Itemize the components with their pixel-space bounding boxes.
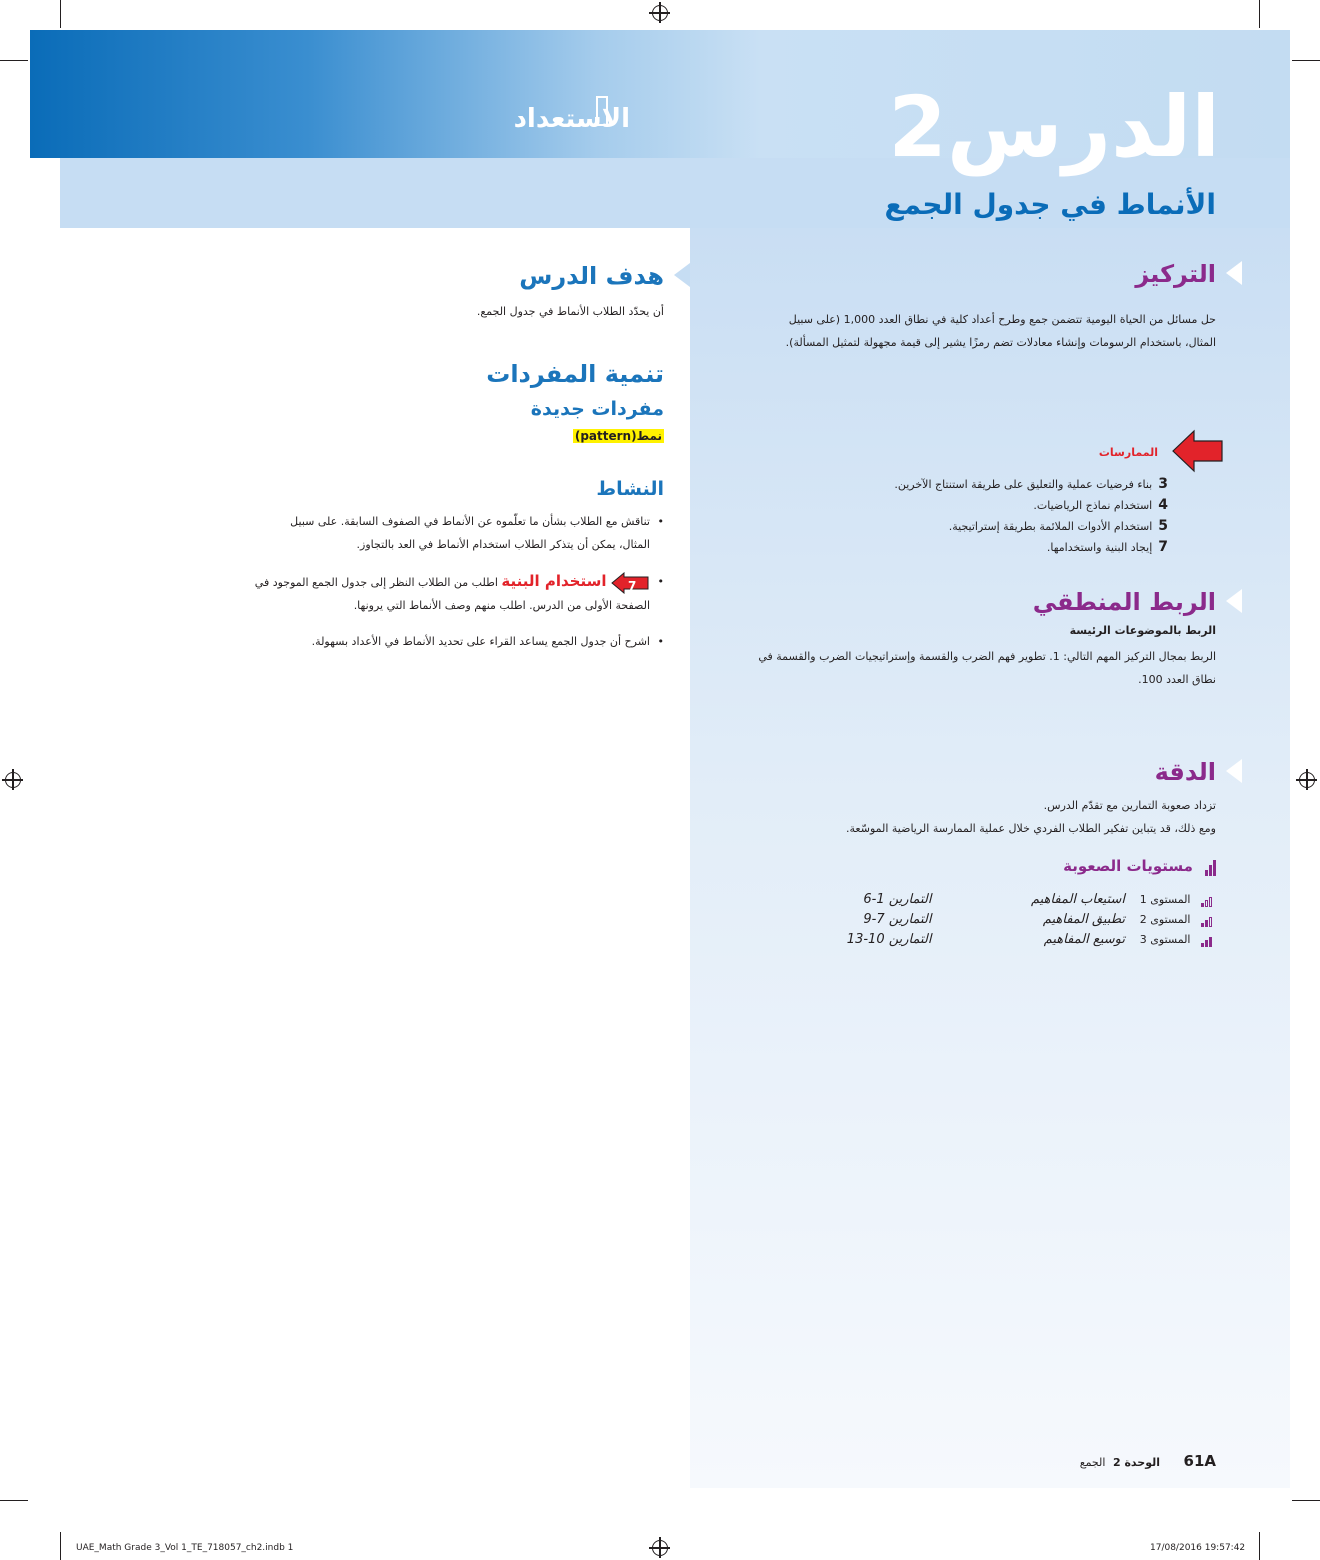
focus-title: التركيز (1135, 260, 1216, 288)
level-name: توسيع المفاهيم (1043, 932, 1125, 947)
coherence-title: الربط المنطقي (1032, 588, 1216, 616)
prep-box-icon (596, 96, 608, 126)
practices-title: الممارسات (1098, 446, 1158, 459)
registration-mark-icon (1299, 772, 1315, 788)
registration-mark-icon (5, 772, 21, 788)
level-row (732, 892, 1212, 907)
level-2-bars-icon (1200, 914, 1212, 927)
crop-mark (0, 60, 28, 61)
rigor-title: الدقة (1154, 758, 1216, 786)
level-label: المستوى 2 (1139, 913, 1191, 926)
lesson-subtitle: الأنماط في جدول الجمع (884, 188, 1216, 221)
practice-item-text: استخدام نماذج الرياضيات. (1033, 499, 1153, 512)
level-exercises: التمارين 7-9 (863, 912, 932, 927)
folio (1080, 1452, 1216, 1470)
coherence-text (716, 645, 1216, 691)
new-vocab-title: مفردات جديدة (530, 398, 664, 420)
unit-label: الوحدة 2 (1112, 1456, 1161, 1469)
crop-mark (1292, 60, 1320, 61)
practice-item-text: إيجاد البنية واستخدامها. (1046, 541, 1153, 554)
page-number: 61A (1183, 1452, 1216, 1470)
lesson-title: الدرس2 (888, 78, 1220, 176)
triangle-marker-icon (1226, 261, 1242, 285)
registration-mark-icon (652, 1540, 668, 1556)
activity-title: النشاط (596, 478, 664, 500)
level-exercises: التمارين 10-13 (846, 932, 932, 947)
registration-mark-icon (652, 5, 668, 21)
bullet-1-line-1: تناقش مع الطلاب بشأن ما تعلّموه عن الأنماط في الصفوف السابقة. على سبيل (290, 515, 650, 528)
practice-item-number: 7 (1158, 539, 1168, 555)
practices-list (728, 474, 1168, 558)
bullet-3: • اشرح أن جدول الجمع يساعد القراء على تحديد الأنماط في الأعداد بسهولة. (184, 630, 664, 653)
triangle-marker-icon (1226, 589, 1242, 613)
focus-line-2: المثال، باستخدام الرسومات وإنشاء معادلات تضم رمزًا يشير إلى قيمة مجهولة لتمثيل المسألة). (785, 336, 1216, 349)
practice-item-text: استخدام الأدوات الملائمة بطريقة إستراتيجية. (948, 520, 1153, 533)
objective-title: هدف الدرس (519, 262, 664, 290)
red-arrow-icon (1170, 428, 1226, 474)
practice-item-number: 3 (1158, 476, 1168, 492)
rigor-line-1: تزداد صعوبة التمارين مع تقدّم الدرس. (1043, 799, 1216, 812)
prep-label: الاستعداد (513, 104, 630, 134)
level-label: المستوى 3 (1139, 933, 1191, 946)
practice-item (728, 474, 1168, 495)
bullet-2-line-1: اطلب من الطلاب النظر إلى جدول الجمع الموجود في (254, 576, 498, 589)
slug-file: UAE_Math Grade 3_Vol 1_TE_718057_ch2.indb 1 (76, 1543, 294, 1553)
vocab-title: تنمية المفردات (486, 360, 664, 388)
practice-badge (610, 572, 650, 594)
focus-line-1: حل مسائل من الحياة اليومية تتضمن جمع وطرح أعداد كلية في نطاق العدد 1,000 (على سبيل (788, 313, 1216, 326)
bullet-1-line-2: المثال، يمكن أن يتذكر الطلاب استخدام الأنماط في العد بالتجاوز. (356, 538, 650, 551)
practice-number: 7 (628, 579, 637, 593)
difficulty-bars-icon (1204, 857, 1216, 876)
practice-item (728, 495, 1168, 516)
bullet-2: • 7 استخدام البنية اطلب من الطلاب النظر إلى جدول الجمع الموجود في الصفحة الأولى من الدرس. اطلب منهم وصف الأنماط التي يرونها. (184, 570, 664, 617)
unit-name: الجمع (1079, 1456, 1106, 1469)
level-row (732, 912, 1212, 927)
practice-label: استخدام البنية (501, 572, 607, 590)
level-name: استيعاب المفاهيم (1030, 892, 1125, 907)
practice-item-text: بناء فرضيات عملية والتعليق على طريقة استنتاج الآخرين. (894, 478, 1153, 491)
crop-mark (60, 1532, 61, 1560)
objective-text: أن يحدّد الطلاب الأنماط في جدول الجمع. (476, 305, 664, 318)
crop-mark (0, 1500, 28, 1501)
triangle-marker-icon (1226, 759, 1242, 783)
coherence-line-2: نطاق العدد 100. (1138, 673, 1216, 686)
bullet-3-text: اشرح أن جدول الجمع يساعد القراء على تحديد الأنماط في الأعداد بسهولة. (311, 635, 650, 648)
crop-mark (1259, 1532, 1260, 1560)
levels-title-row (1063, 856, 1216, 876)
crop-mark (1292, 1500, 1320, 1501)
crop-mark (60, 0, 61, 28)
crop-mark (1259, 0, 1260, 28)
vocab-term: نمط(pattern) (574, 429, 662, 443)
slug-date: 17/08/2016 19:57:42 (1150, 1543, 1246, 1553)
bullet-1: • تناقش مع الطلاب بشأن ما تعلّموه عن الأنماط في الصفوف السابقة. على سبيل المثال، يمكن أن يتذكر الطلاب استخدام الأنماط في العد بالتجاوز. (194, 510, 664, 556)
practice-item-number: 4 (1158, 497, 1168, 513)
level-3-bars-icon (1200, 934, 1212, 947)
bullet-2-line-2: الصفحة الأولى من الدرس. اطلب منهم وصف الأنماط التي يرونها. (353, 599, 650, 612)
practice-item-number: 5 (1158, 518, 1168, 534)
levels-title: مستويات الصعوبة (1063, 857, 1193, 875)
level-exercises: التمارين 1-6 (863, 892, 932, 907)
practice-item (728, 537, 1168, 558)
triangle-marker-icon (674, 263, 690, 287)
focus-text (726, 308, 1216, 354)
level-row (732, 932, 1212, 947)
practice-item (728, 516, 1168, 537)
coherence-line-1: الربط بمجال التركيز المهم التالي: 1. تطوير فهم الضرب والقسمة وإستراتيجيات الضرب والقسمة في (758, 650, 1216, 663)
level-1-bars-icon (1200, 894, 1212, 907)
rigor-line-2: ومع ذلك، قد يتباين تفكير الطلاب الفردي خلال عملية الممارسة الرياضية الموسّعة. (846, 822, 1216, 835)
coherence-subtitle: الربط بالموضوعات الرئيسة (1069, 624, 1216, 637)
rigor-text (716, 794, 1216, 840)
level-name: تطبيق المفاهيم (1042, 912, 1125, 927)
level-label: المستوى 1 (1139, 893, 1191, 906)
